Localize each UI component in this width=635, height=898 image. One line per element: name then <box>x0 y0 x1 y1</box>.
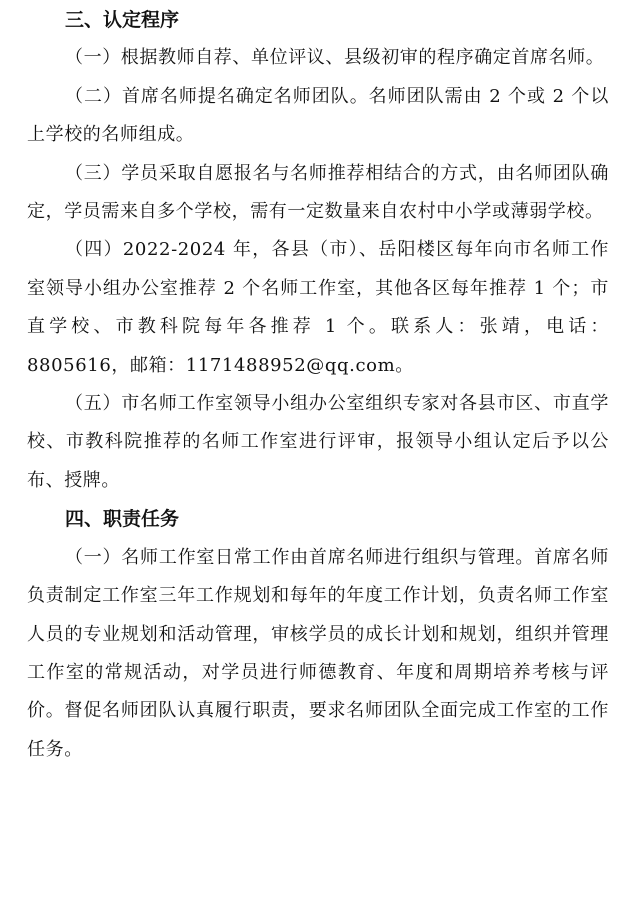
section-heading-procedure: 三、认定程序 <box>65 9 180 31</box>
paragraph-procedure-5: （五）市名师工作室领导小组办公室组织专家对各县市区、市直学校、市教科院推荐的名师工作室进行评审，报领导小组认定后予以公布、授牌。 <box>27 393 609 491</box>
paragraph-procedure-2: （二）首席名师提名确定名师团队。名师团队需由 2 个或 2 个以上学校的名师组成。 <box>27 85 609 146</box>
paragraph-procedure-1: （一）根据教师自荐、单位评议、县级初审的程序确定首席名师。 <box>65 47 605 69</box>
section-heading-duties: 四、职责任务 <box>65 508 180 531</box>
paragraph-procedure-4: （四）2022-2024 年，各县（市）、岳阳楼区每年向市名师工作室领导小组办公室推荐 2 个名师工作室，其他各区每年推荐 1 个；市直学校、市教科院每年各推荐 1 个。联系人：张靖，电话：8805616，邮箱：1171488952@qq.com。 <box>27 239 609 376</box>
paragraph-procedure-3: （三）学员采取自愿报名与名师推荐相结合的方式，由名师团队确定，学员需来自多个学校，需有一定数量来自农村中小学或薄弱学校。 <box>27 162 609 223</box>
paragraph-duties-1: （一）名师工作室日常工作由首席名师进行组织与管理。首席名师负责制定工作室三年工作规划和每年的年度工作计划，负责名师工作室人员的专业规划和活动管理，审核学员的成长计划和规划，组织并管理工作室的常规活动，对学员进行师德教育、年度和周期培养考核与评价。督促名师团队认真履行职责，要求名师团队全面完成工作室的工作任务。 <box>27 546 609 760</box>
